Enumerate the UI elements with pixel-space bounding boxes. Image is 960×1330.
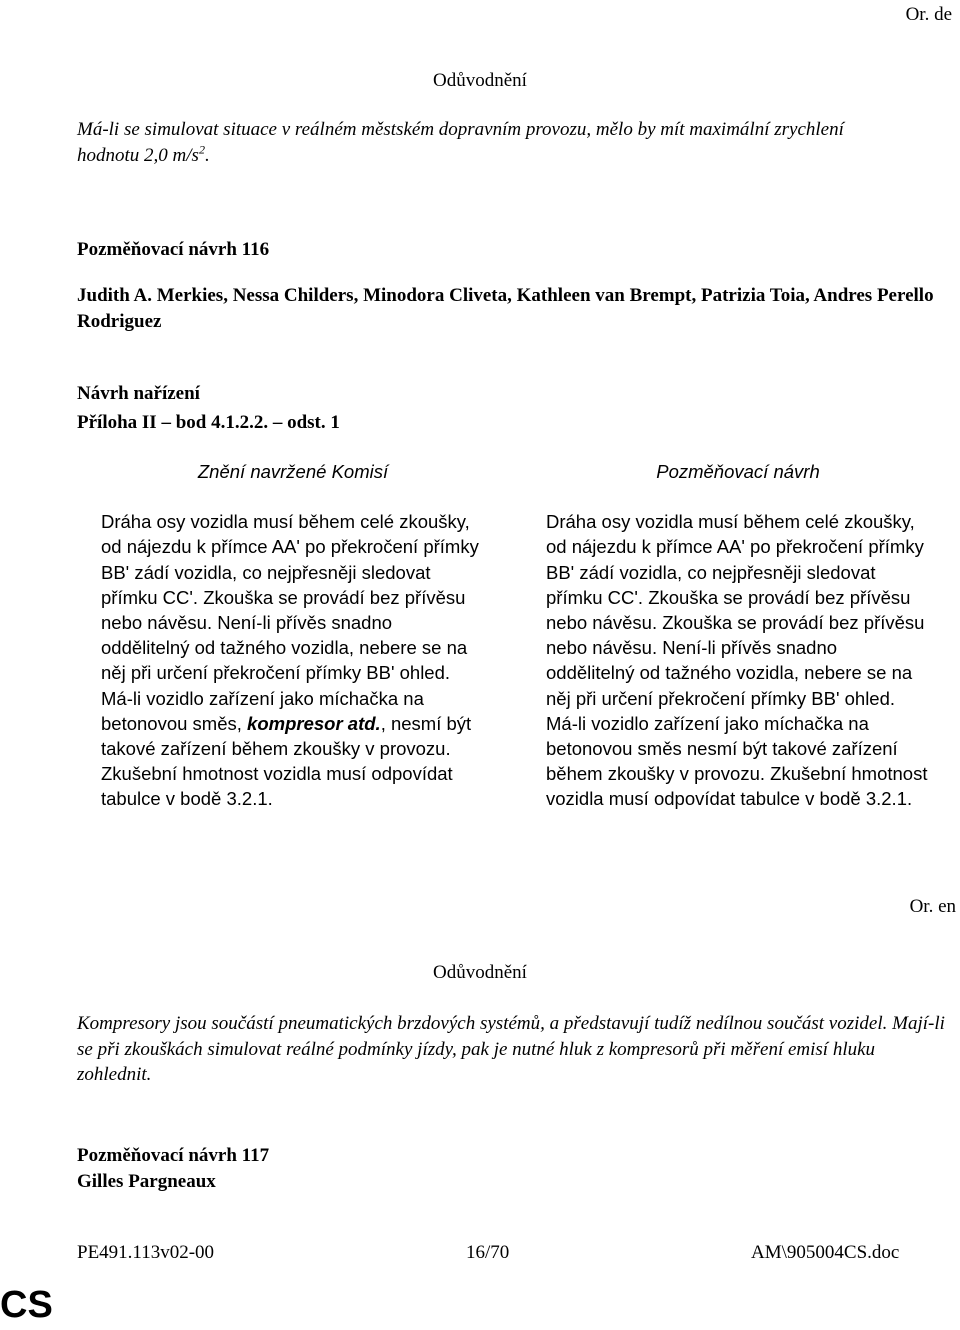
original-language-label-2: Or. en xyxy=(909,896,956,917)
footer-page-number: 16/70 xyxy=(466,1242,510,1263)
proposal-reference: Návrh nařízení xyxy=(77,383,200,404)
commission-text xyxy=(101,509,485,811)
justification-heading-2: Odůvodnění xyxy=(433,962,527,983)
commission-text-part2: , nesmí být takové zařízení během zkoušky v provozu. Zkušební hmotnost vozidla musí odpovídat tabulce v bodě 3.2.1. xyxy=(101,712,472,810)
commission-text-column xyxy=(101,459,485,812)
original-language-label: Or. de xyxy=(905,4,952,25)
amendment-authors: Judith A. Merkies, Nessa Childers, Minodora Cliveta, Kathleen van Brempt, Patrizia Toia, Andres Perello Rodriguez xyxy=(77,285,934,332)
amendment-author-2: Gilles Pargneaux xyxy=(77,1171,216,1192)
superscript: 2 xyxy=(198,142,205,157)
amendment-text: Dráha osy vozidla musí během celé zkoušky, od nájezdu k přímce AA' po překročení přímky BB' zádí vozidla, co nejpřesněji sledovat přímku CC'. Zkouška se provádí bez přívěsu nebo návěsu. Zkouška se provádí bez přívěsu nebo návěsu. Není-li přívěs snadno oddělitelný od tažného vozidla, nebere se na něj při určení překročení přímky BB' ohled. Má-li vozidlo zařízení jako míchačka na betonovou směs nesmí být takové zařízení během zkoušky v provozu. Zkušební hmotnost vozidla musí odpovídat tabulce v bodě 3.2.1. xyxy=(546,511,928,810)
amendment-title-2: Pozměňovací návrh 117 xyxy=(77,1145,270,1166)
justification-text-main: Má-li se simulovat situace v reálném městském dopravním provozu, mělo by mít maximální zrychlení hodnotu 2,0 m/s xyxy=(77,119,844,166)
amendment-text-column xyxy=(546,459,930,812)
deleted-emphasis: kompresor atd. xyxy=(247,712,381,734)
commission-text-heading: Znění navržené Komisí xyxy=(197,461,389,482)
justification-heading: Odůvodnění xyxy=(433,70,527,91)
amendment-title: Pozměňovací návrh 116 xyxy=(77,239,270,260)
amendment-text-heading: Pozměňovací návrh xyxy=(656,461,820,482)
annex-reference: Příloha II – bod 4.1.2.2. – odst. 1 xyxy=(77,412,340,433)
footer-file-name: AM\905004CS.doc xyxy=(751,1242,900,1263)
footer-doc-ref: PE491.113v02-00 xyxy=(77,1242,215,1263)
justification-text-2: Kompresory jsou součástí pneumatických brzdových systémů, a představují tudíž nedílnou součást vozidel. Mají-li se při zkouškách simulovat reálné podmínky jízdy, pak je nutné hluk z kompresorů při měření emisí hluku zohlednit. xyxy=(77,1013,945,1085)
justification-text xyxy=(77,117,897,168)
justification-text-end: . xyxy=(204,144,210,166)
footer-language-code: CS xyxy=(0,1284,53,1326)
commission-text-part1: Dráha osy vozidla musí během celé zkoušky, od nájezdu k přímce AA' po překročení přímky BB' zádí vozidla, co nejpřesněji sledovat přímku CC'. Zkouška se provádí bez přívěsu nebo návěsu. Není-li přívěs snadno oddělitelný od tažného vozidla, nebere se na něj při určení překročení přímky BB' ohled. Má-li vozidlo zařízení jako míchačka na betonovou směs, xyxy=(101,511,479,734)
